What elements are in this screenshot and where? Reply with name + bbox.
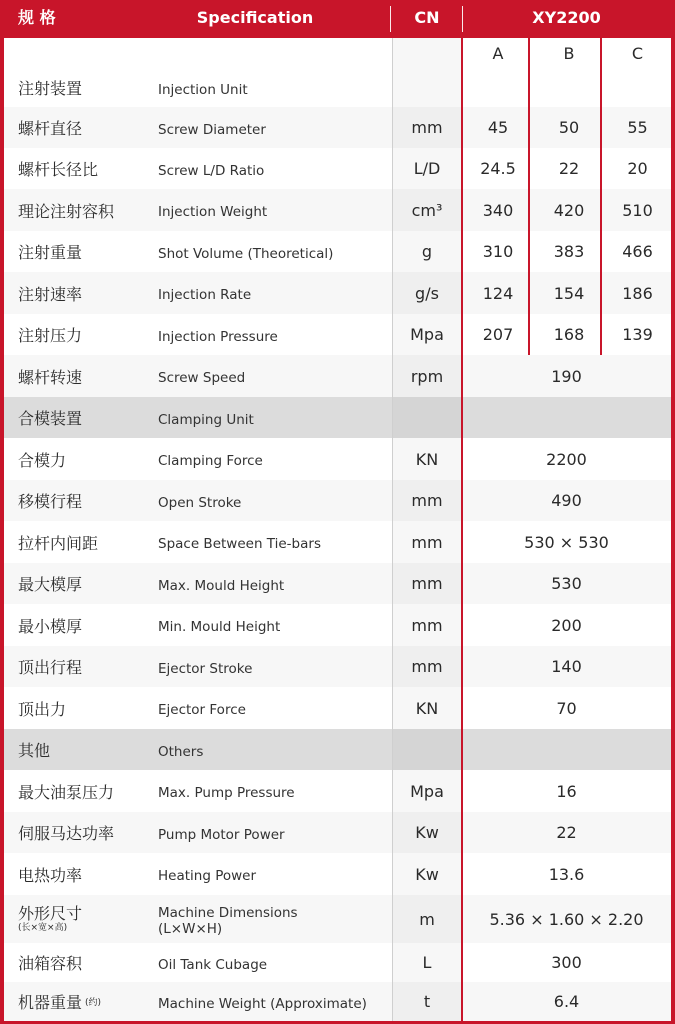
- table-row: [4, 189, 671, 231]
- table-row: [4, 943, 671, 982]
- value-b: 154: [553, 283, 585, 303]
- row-unit: mm: [392, 521, 462, 563]
- table-row: [4, 355, 671, 397]
- row-label-cn: 理论注射容积: [18, 201, 115, 221]
- value-c: 139: [622, 325, 653, 344]
- row-label-cn: 最大油泵压力: [18, 782, 115, 802]
- row-unit: Mpa: [392, 770, 462, 812]
- row-unit: Mpa: [392, 314, 462, 355]
- value-b: 383: [553, 242, 585, 261]
- row-label-cn: 螺杆长径比: [18, 160, 99, 179]
- row-label-cn: 拉杆内间距: [18, 533, 99, 553]
- row-unit: rpm: [392, 355, 462, 397]
- row-label-cn: 注射压力: [18, 326, 83, 345]
- row-label-cn: 移模行程: [18, 492, 83, 511]
- unit-cell: [392, 397, 462, 438]
- row-label-en-note: (L×W×H): [158, 921, 223, 937]
- table-row: [4, 314, 671, 355]
- table-row: [4, 770, 671, 812]
- unit-cell: [392, 38, 462, 68]
- row-unit: Kw: [392, 812, 462, 853]
- row-value: 200: [551, 615, 582, 635]
- row-label-en: Space Between Tie-bars: [158, 536, 321, 552]
- row-label-en: Heating Power: [158, 868, 257, 884]
- table-row: [4, 521, 671, 563]
- row-label-cn-main: 机器重量: [18, 993, 83, 1012]
- table-row: [4, 895, 671, 943]
- row-unit: Kw: [392, 853, 462, 895]
- row-label-cn: 顶出力: [18, 699, 67, 719]
- column-divider: [461, 38, 463, 1021]
- row-label-cn: 油箱容积: [18, 954, 83, 973]
- section-label-en: Injection Unit: [158, 81, 248, 98]
- header-specification: Specification: [196, 8, 314, 27]
- column-divider: [528, 38, 530, 355]
- row-label-cn: 螺杆直径: [18, 119, 83, 138]
- row-unit: mm: [392, 107, 462, 148]
- row-label-cn: 顶出行程: [18, 658, 83, 677]
- section-injection: [4, 68, 671, 107]
- row-label-cn-note: (约): [85, 998, 102, 1008]
- row-unit: L: [392, 943, 462, 982]
- section-label-cn: 注射装置: [18, 79, 83, 98]
- spec-table: [4, 38, 671, 1021]
- row-unit: mm: [392, 604, 462, 646]
- row-unit: KN: [392, 687, 462, 729]
- value-c: 186: [622, 283, 653, 303]
- row-label-cn: [18, 982, 158, 1021]
- row-value: 530: [551, 574, 582, 593]
- column-divider: [600, 38, 602, 355]
- section-label-en: Others: [158, 743, 204, 760]
- row-label-en: Max. Mould Height: [158, 577, 285, 594]
- table-row: [4, 272, 671, 314]
- value-a: 45: [487, 118, 509, 137]
- row-label-cn-main: 外形尺寸: [18, 904, 83, 923]
- row-label-en: Oil Tank Cubage: [158, 956, 268, 973]
- row-label-en: Shot Volume (Theoretical): [158, 245, 334, 262]
- row-value: 190: [551, 366, 582, 386]
- row-unit: m: [392, 895, 462, 943]
- row-value: 300: [551, 953, 582, 972]
- row-value: 70: [556, 698, 577, 718]
- row-label-en: Screw Speed: [158, 370, 246, 386]
- row-label-en: Max. Pump Pressure: [158, 785, 295, 801]
- row-value: 490: [551, 491, 582, 510]
- row-value: 530 × 530: [524, 532, 609, 552]
- row-label-cn: 注射速率: [18, 284, 83, 304]
- section-others: [4, 729, 671, 770]
- value-b: 168: [553, 325, 585, 344]
- value-a: 207: [482, 325, 514, 344]
- table-row: [4, 480, 671, 521]
- row-label-en: Min. Mould Height: [158, 619, 281, 635]
- row-label-en: [158, 895, 392, 943]
- table-row: [4, 231, 671, 272]
- row-unit: mm: [392, 563, 462, 604]
- table-row: [4, 853, 671, 895]
- value-a: 310: [482, 242, 514, 261]
- section-clamping: [4, 397, 671, 438]
- table-row: [4, 438, 671, 480]
- row-label-en: Open Stroke: [158, 494, 242, 511]
- row-value: 2200: [546, 449, 587, 469]
- table-row: [4, 107, 671, 148]
- row-label-en: Injection Pressure: [158, 328, 278, 345]
- unit-cell: [392, 729, 462, 770]
- row-unit: mm: [392, 480, 462, 521]
- column-c: C: [631, 43, 644, 63]
- table-row: [4, 982, 671, 1021]
- row-value: 5.36 × 1.60 × 2.20: [489, 909, 644, 929]
- table-row: [4, 646, 671, 687]
- value-b: 50: [558, 118, 580, 137]
- section-label-cn: 合模装置: [18, 409, 83, 428]
- row-value: 6.4: [553, 992, 580, 1011]
- row-label-en: Screw Diameter: [158, 121, 266, 138]
- row-label-cn: 螺杆转速: [18, 367, 83, 387]
- table-header: [0, 0, 675, 38]
- header-model: XY2200: [532, 8, 601, 27]
- value-b: 22: [558, 159, 580, 178]
- row-value: 140: [551, 657, 582, 676]
- value-a: 340: [482, 200, 514, 220]
- header-divider: [390, 6, 391, 32]
- row-label-cn: [18, 895, 158, 943]
- row-unit: g: [392, 231, 462, 272]
- table-row: [4, 604, 671, 646]
- column-b: B: [563, 43, 575, 63]
- row-label-en: Injection Rate: [158, 287, 252, 303]
- row-value: 22: [556, 823, 577, 842]
- row-label-en: Ejector Stroke: [158, 660, 253, 677]
- value-b: 420: [553, 200, 585, 220]
- row-label-cn: 最小模厚: [18, 616, 83, 636]
- value-c: 510: [622, 200, 653, 220]
- row-label-cn: 伺服马达功率: [18, 824, 115, 843]
- row-label-en-main: Machine Dimensions: [158, 904, 298, 921]
- value-c: 20: [627, 159, 648, 178]
- value-c: 466: [622, 242, 653, 261]
- row-label-en: Pump Motor Power: [158, 826, 285, 843]
- value-a: 24.5: [480, 159, 516, 178]
- row-label-cn: 合模力: [18, 450, 67, 470]
- table-row: [4, 687, 671, 729]
- row-label-cn-note: (长×宽×高): [18, 923, 68, 934]
- row-value: 16: [556, 781, 577, 801]
- row-unit: cm³: [392, 189, 462, 231]
- row-label-cn: 注射重量: [18, 243, 83, 262]
- row-label-en: Injection Weight: [158, 204, 268, 220]
- header-unit: CN: [414, 8, 440, 27]
- row-unit: KN: [392, 438, 462, 480]
- table-row: [4, 563, 671, 604]
- model-columns-row: [4, 38, 671, 68]
- section-label-en: Clamping Unit: [158, 411, 254, 428]
- row-unit: t: [392, 982, 462, 1021]
- row-value: 13.6: [548, 864, 585, 884]
- row-label-en: Clamping Force: [158, 453, 263, 469]
- row-label-en: Screw L/D Ratio: [158, 162, 265, 179]
- table-row: [4, 812, 671, 853]
- row-label-cn: 电热功率: [18, 865, 83, 885]
- row-unit: L/D: [392, 148, 462, 189]
- row-label-en: Ejector Force: [158, 702, 246, 718]
- value-a: 124: [482, 283, 514, 303]
- row-unit: g/s: [392, 272, 462, 314]
- column-a: A: [492, 43, 504, 63]
- column-divider: [392, 38, 393, 1021]
- value-c: 55: [627, 118, 648, 137]
- header-cn: 规 格: [18, 8, 56, 27]
- section-label-cn: 其他: [18, 741, 51, 760]
- row-label-cn: 最大模厚: [18, 575, 83, 594]
- row-label-en: Machine Weight (Approximate): [158, 995, 367, 1012]
- unit-cell: [392, 68, 462, 107]
- row-unit: mm: [392, 646, 462, 687]
- table-row: [4, 148, 671, 189]
